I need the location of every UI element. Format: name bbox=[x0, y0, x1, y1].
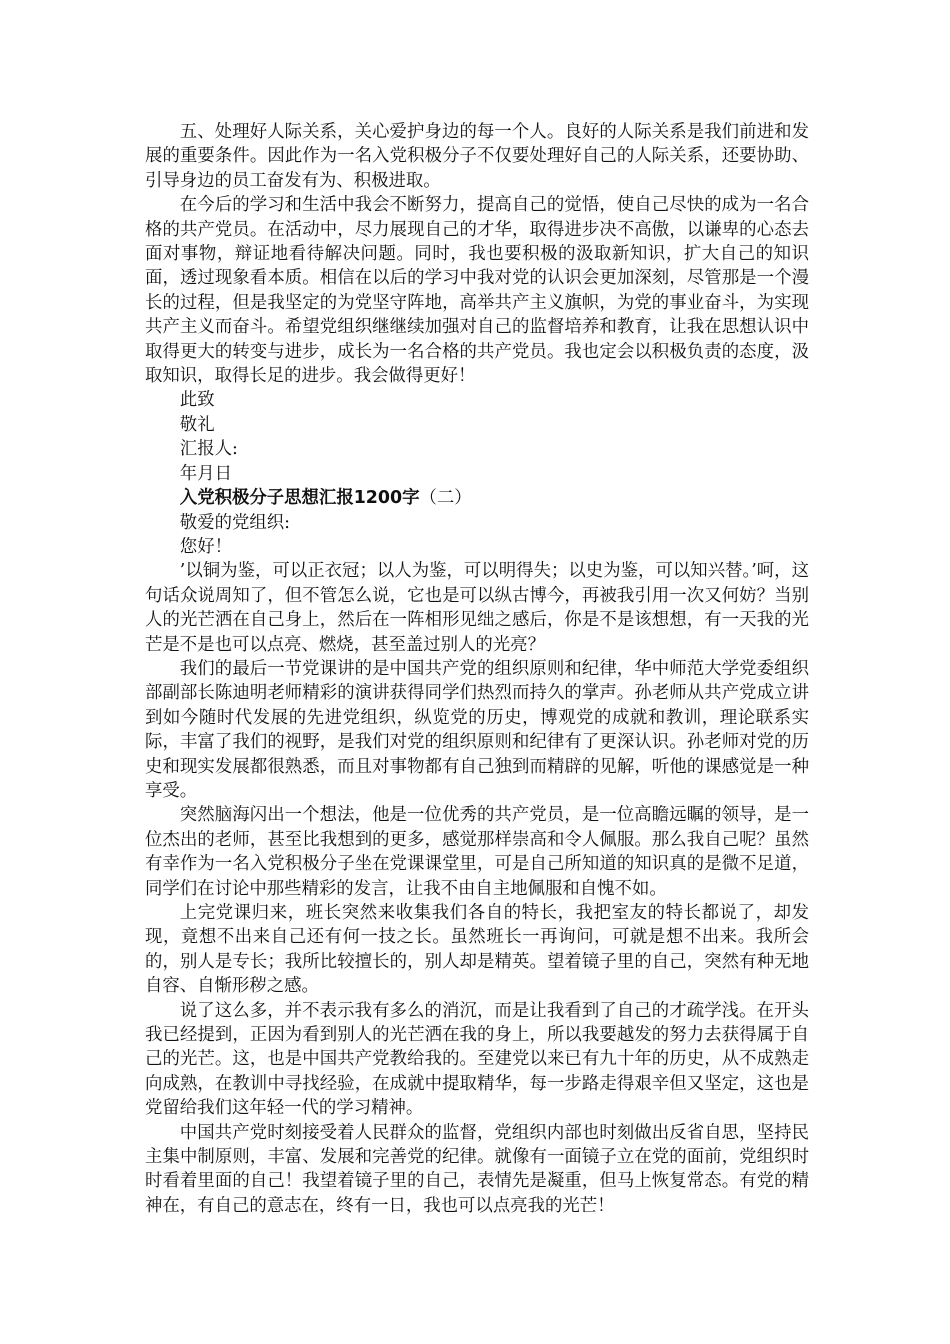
closing-regards: 敬礼 bbox=[179, 414, 215, 435]
paragraph-mirror-quote: ’以铜为鉴，可以正衣冠；以人为鉴，可以明得失；以史为鉴，可以知兴替。’呵，这句话众说周知了，但不管怎么说，它也是可以纵古博今，再被我引用一次又何妨？当别人的光芒洒在自己身上，然后在一阵相形见绌之感后，你是不是该想想，有一天我的光芒是不是也可以点亮、燃烧，甚至盖过别人的光亮？ bbox=[145, 561, 809, 655]
paragraph-said-so-much: 说了这么多，并不表示我有多么的消沉，而是让我看到了自己的才疏学浅。在开头我已经提到，正因为看到别人的光芒洒在我的身上，所以我要越发的努力去获得属于自己的光芒。这，也是中国共产党教给我的。至建党以来已有九十年的历史，从不成熟走向成熟，在教训中寻找经验，在成就中提取精华，每一步路走得艰辛但又坚定，这也是党留给我们这年轻一代的学习精神。 bbox=[145, 1000, 809, 1119]
paragraph-interpersonal: 五、处理好人际关系，关心爱护身边的每一个人。良好的人际关系是我们前进和发展的重要条件。因此作为一名入党积极分子不仅要处理好自己的人际关系，还要协助、引导身边的员工奋发有为、积极进取。 bbox=[145, 122, 809, 191]
paragraph-future-effort: 在今后的学习和生活中我会不断努力，提高自己的觉悟，使自己尽快的成为一名合格的共产党员。在活动中，尽力展现自己的才华，取得进步决不高傲，以谦卑的心态去面对事物，辩证地看待解决问题。同时，我也要积极的汲取新知识，扩大自己的知识面，透过现象看本质。相信在以后的学习中我对党的认识会更加深刻，尽管那是一个漫长的过程，但是我坚定的为党坚守阵地，高举共产主义旗帜，为党的事业奋斗，为实现共产主义而奋斗。希望党组织继继续加强对自己的监督培养和教育，让我在思想认识中取得更大的转变与进步，成长为一名合格的共产党员。我也定会以积极负责的态度，汲取知识，取得长足的进步。我会做得更好！ bbox=[145, 195, 809, 387]
salutation: 敬爱的党组织: bbox=[179, 512, 291, 533]
section-two-title-text: 入党积极分子思想汇报1200字 bbox=[179, 488, 420, 509]
section-two-title bbox=[145, 486, 809, 510]
paragraph-party-supervision: 中国共产党时刻接受着人民群众的监督，党组织内部也时刻做出反省自思，坚持民主集中制原则，丰富、发展和完善党的纪律。就像有一面镜子立在党的面前，党组织时时看着里面的自己！我望着镜子里的自己，表情先是凝重，但马上恢复常态。有党的精神在，有自己的意志在，终有一日，我也可以点亮我的光芒！ bbox=[145, 1122, 809, 1216]
closing-salute: 此致 bbox=[179, 390, 215, 411]
section-two-title-suffix: （二） bbox=[419, 488, 472, 509]
paragraph-sudden-thought: 突然脑海闪出一个想法，他是一位优秀的共产党员，是一位高瞻远瞩的领导，是一位杰出的老师，甚至比我想到的更多，感觉那样崇高和令人佩服。那么我自己呢？虽然有幸作为一名入党积极分子坐在党课课堂里，可是自己所知道的知识真的是微不足道，同学们在讨论中那些精彩的发言，让我不由自主地佩服和自愧不如。 bbox=[145, 805, 809, 899]
paragraph-party-lecture: 我们的最后一节党课讲的是中国共产党的组织原则和纪律，华中师范大学党委组织部副部长陈迪明老师精彩的演讲获得同学们热烈而持久的掌声。孙老师从共产党成立讲到如今随时代发展的先进党组织，纵览党的历史，博观党的成就和教训，理论联系实际，丰富了我们的视野，是我们对党的组织原则和纪律有了更深认识。孙老师对党的历史和现实发展都很熟悉，而且对事物都有自己独到而精辟的见解，听他的课感觉是一种享受。 bbox=[145, 658, 809, 801]
date-label: 年月日 bbox=[179, 463, 232, 484]
document-page bbox=[145, 120, 809, 1218]
paragraph-after-class: 上完党课归来，班长突然来收集我们各自的特长，我把室友的特长都说了，却发现，竟想不出来自己还有何一技之长。虽然班长一再询问，可就是想不出来。我所会的，别人是专长；我所比较擅长的，别人却是精英。望着镜子里的自己，突然有种无地自容、自惭形秽之感。 bbox=[145, 903, 809, 997]
reporter-label: 汇报人: bbox=[179, 439, 238, 460]
greeting: 您好！ bbox=[179, 536, 232, 557]
